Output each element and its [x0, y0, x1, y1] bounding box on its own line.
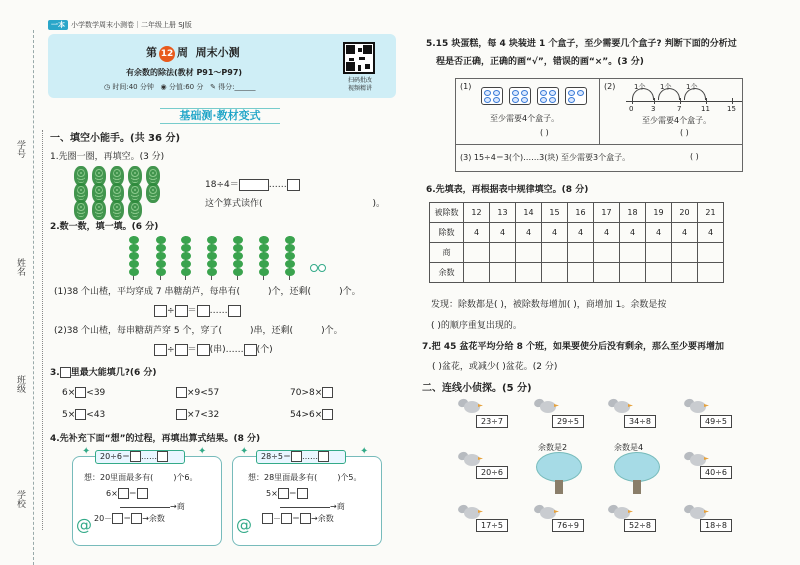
q6-prompt: 6.先填表，再根据表中规律填空。(8 分)	[426, 185, 589, 195]
q2a-equation: ÷ ＝ ……	[154, 303, 241, 317]
part1-title: 一、填空小能手。(共 36 分)	[50, 133, 181, 144]
division-card[interactable]: 29÷5	[552, 415, 584, 428]
answer-box[interactable]	[287, 179, 300, 191]
q7-prompt-2: ( )盆花，或减少( )盆花。(2 分)	[432, 362, 558, 372]
q3-item-text: 5×	[62, 410, 76, 420]
table-cell: 21	[698, 203, 724, 223]
answer-box[interactable]	[228, 305, 241, 317]
answer-box[interactable]	[130, 451, 141, 462]
answer-box[interactable]	[300, 513, 311, 524]
table-cell: 4	[672, 223, 698, 243]
table-cell: 19	[646, 203, 672, 223]
division-card[interactable]: 40÷6	[700, 466, 732, 479]
q3-item-text: ×9<57	[187, 388, 220, 398]
q3-item	[62, 409, 105, 420]
section-band-right: 教材变式	[216, 109, 261, 122]
think-b-l2-text: 5×	[266, 489, 278, 498]
table-cell: 14	[516, 203, 542, 223]
table-cell: 12	[464, 203, 490, 223]
think-a-line3	[120, 501, 185, 512]
star-icon: ✦	[360, 446, 369, 457]
division-card[interactable]: 18÷8	[700, 519, 732, 532]
answer-box[interactable]	[175, 344, 188, 356]
q5-opt1-label: (1)	[460, 82, 472, 91]
table-row	[430, 243, 724, 263]
q1-prompt: 1.先圈一圈，再填空。(3 分)	[50, 152, 165, 162]
table-cell[interactable]	[490, 243, 516, 263]
table-cell: 17	[594, 203, 620, 223]
q3-item-end: <39	[86, 388, 106, 398]
q5-opt1-text: 至少需要4个盒子。	[490, 114, 560, 123]
answer-box[interactable]	[297, 488, 308, 499]
think-a-line4: 20－ ＝ →余数	[94, 514, 165, 523]
table-row	[430, 203, 724, 223]
q2a-text-1: (1)38 个山楂，平均穿成 7 串糖葫芦，每串有(	[54, 287, 241, 297]
table-cell[interactable]	[594, 243, 620, 263]
think-head-b: 28÷5＝ ……	[256, 450, 346, 464]
tanghulu-icon	[180, 236, 192, 280]
q3-item-text: 54>6×	[290, 410, 323, 420]
answer-box[interactable]	[281, 513, 292, 524]
answer-box[interactable]	[75, 387, 86, 398]
quiz-title: 周末小测	[195, 46, 240, 59]
q3-text: 里最大能填几?(6 分)	[70, 368, 157, 378]
nl-label: 7	[677, 105, 682, 113]
star-icon: ✦	[240, 446, 249, 457]
table-cell: 4	[568, 223, 594, 243]
table-cell: 4	[464, 223, 490, 243]
think-b-line1	[248, 472, 362, 483]
answer-box[interactable]	[291, 451, 302, 462]
nl-label: 15	[727, 105, 736, 113]
q2a-text	[54, 284, 361, 297]
page-title	[146, 44, 240, 62]
answer-box[interactable]	[157, 451, 168, 462]
tanghulu-icon	[128, 236, 140, 280]
q6-finding-2: ( )的顺序重复出现的。	[431, 321, 522, 331]
cake-box-icon	[537, 87, 559, 105]
q3-prompt	[50, 365, 157, 378]
table-cell[interactable]	[568, 243, 594, 263]
answer-box[interactable]	[318, 451, 329, 462]
think-a-line1	[84, 472, 198, 483]
answer-box[interactable]	[262, 513, 273, 524]
table-cell[interactable]	[594, 263, 620, 283]
q3-item-text: 70>8×	[290, 388, 323, 398]
q3-number: 3.	[50, 368, 60, 378]
quotient-tag: →商	[330, 502, 345, 511]
think-b-end: )个5。	[337, 473, 362, 482]
q2b-text	[54, 323, 343, 336]
q3-item	[290, 387, 333, 398]
answer-box[interactable]	[322, 409, 333, 420]
think-head-a: 20÷6＝ ……	[95, 450, 185, 464]
spine-label-class: 班级	[15, 375, 25, 393]
nl-group-label: 1个	[660, 83, 672, 91]
cut-line	[42, 130, 43, 530]
tanghulu-icon	[232, 236, 244, 280]
table-cell: 4	[646, 223, 672, 243]
section-band-left: 基础测	[179, 109, 213, 122]
q2a-text-3: )个。	[339, 287, 361, 297]
q5-opt2-answer[interactable]: ( )	[680, 128, 689, 137]
q5-opt1-answer[interactable]: ( )	[540, 128, 549, 137]
table-cell: 15	[542, 203, 568, 223]
table-cell[interactable]	[542, 263, 568, 283]
answer-box[interactable]	[176, 387, 187, 398]
cake-box-icon	[565, 87, 587, 105]
answer-box[interactable]	[118, 488, 129, 499]
spine-label-name: 姓名	[15, 258, 25, 276]
grape-icon	[146, 183, 160, 203]
qr-caption	[339, 77, 381, 93]
think-a-l2-text: 6×	[106, 489, 118, 498]
division-card[interactable]: 52÷8	[624, 519, 656, 532]
tree-trunk	[633, 480, 641, 494]
table-cell[interactable]	[516, 243, 542, 263]
answer-box[interactable]	[131, 513, 142, 524]
q2-prompt: 2.数一数，填一填。(6 分)	[50, 222, 159, 232]
qr-caption-line1: 扫码批改	[347, 77, 372, 84]
division-card[interactable]: 34÷8	[624, 415, 656, 428]
q3-item	[176, 387, 219, 398]
score-got: 得分:	[218, 83, 235, 91]
table-cell[interactable]	[698, 263, 724, 283]
q2a-text-2: )个，还剩(	[268, 287, 312, 297]
answer-box	[60, 367, 71, 378]
think-a-text: 想：20里面最多有(	[84, 473, 154, 482]
loose-hawthorn-icon	[310, 264, 328, 274]
q1-eq-text: 18÷4＝	[205, 180, 239, 190]
think-a-l4-text: 20－	[94, 514, 113, 523]
q2b-unit-2: (个)	[256, 345, 273, 355]
think-b-line3	[280, 501, 345, 512]
quotient-tag: →商	[170, 502, 185, 511]
q6-finding: 发现：除数都是( )，被除数每增加( )，商增加 1。余数是按	[431, 300, 667, 310]
table-cell[interactable]	[542, 243, 568, 263]
grape-icon	[92, 200, 106, 220]
tree-label[interactable]: 余数是2	[538, 443, 568, 452]
nl-tick	[706, 98, 707, 104]
pen-icon: ✎	[210, 83, 216, 91]
table-row	[430, 263, 724, 283]
think-a-line2: 6× ＝	[106, 488, 148, 499]
answer-box[interactable]	[154, 344, 167, 356]
think-b-text: 想：28里面最多有(	[248, 473, 318, 482]
answer-box[interactable]	[176, 409, 187, 420]
q1-read-end: )。	[372, 199, 386, 209]
q3-item	[62, 387, 105, 398]
banner-info: ◷ 时间:40 分钟 ◉ 分值:60 分 ✎ 得分:______	[104, 83, 256, 91]
q2b-text-3: )个。	[321, 326, 343, 336]
table-cell[interactable]	[464, 243, 490, 263]
answer-box[interactable]	[75, 409, 86, 420]
tree-icon	[536, 452, 582, 482]
clock-icon: ◷	[104, 83, 111, 91]
answer-box[interactable]	[112, 513, 123, 524]
nl-group-label: 1个	[686, 83, 698, 91]
table-cell[interactable]	[620, 243, 646, 263]
score-total: 分值:60 分	[168, 83, 204, 91]
q3-item-text: 6×	[62, 388, 76, 398]
table-cell: 13	[490, 203, 516, 223]
row-header: 除数	[430, 223, 464, 243]
q4-prompt: 4.先补充下面“想”的过程，再填出算式结果。(8 分)	[50, 434, 261, 444]
answer-box[interactable]	[175, 305, 188, 317]
divider	[599, 78, 600, 144]
q2b-unit-1: (串)	[209, 345, 226, 355]
table-cell: 18	[620, 203, 646, 223]
q2b-equation: ÷ ＝ (串)…… (个)	[154, 342, 273, 356]
row-header: 余数	[430, 263, 464, 283]
spine-label-school: 学校	[15, 490, 25, 508]
arrow-line	[280, 507, 330, 508]
divider	[455, 144, 743, 145]
q5-opt3-answer[interactable]: ( )	[690, 152, 699, 161]
division-card[interactable]: 76÷9	[552, 519, 584, 532]
nl-tick	[680, 98, 681, 104]
series-tag: 一本	[48, 20, 68, 30]
spiral-icon: @	[236, 515, 252, 534]
answer-box[interactable]	[154, 305, 167, 317]
cake-box-icon	[509, 87, 531, 105]
table-cell[interactable]	[646, 243, 672, 263]
tanghulu-icon	[284, 236, 296, 280]
think-b-line4: － ＝ →余数	[262, 513, 334, 524]
q5-opt3-text: (3) 15÷4＝3(个)……3(块) 至少需要3个盒子。	[460, 153, 631, 162]
week-badge: 12	[159, 46, 175, 62]
table-cell: 20	[672, 203, 698, 223]
week-prefix: 第	[146, 46, 157, 59]
q5-prompt-2: 程是否正确，正确的画“√”，错误的画“×”。(3 分)	[436, 57, 644, 67]
table-cell: 16	[568, 203, 594, 223]
time-limit: 时间:40 分钟	[112, 83, 154, 91]
table-row	[430, 223, 724, 243]
score-icon: ◉	[160, 83, 167, 91]
tree-icon	[614, 452, 660, 482]
answer-box[interactable]	[244, 344, 257, 356]
division-card[interactable]: 20÷6	[476, 466, 508, 479]
qr-code-icon[interactable]	[343, 42, 375, 74]
qr-caption-line2: 视频精讲	[347, 85, 372, 92]
think-b-line2: 5× ＝	[266, 488, 308, 499]
nl-label: 3	[651, 105, 656, 113]
division-card[interactable]: 23÷7	[476, 415, 508, 428]
week-suffix: 周	[177, 46, 188, 59]
think-a-end: )个6。	[173, 473, 198, 482]
nl-tick	[632, 98, 633, 104]
banner-subtitle: 有余数的除法(教材 P91～P97)	[126, 68, 243, 77]
nl-label: 0	[629, 105, 634, 113]
q3-item	[290, 409, 333, 420]
q3-item	[176, 409, 219, 420]
section-band	[160, 108, 280, 124]
star-icon: ✦	[82, 446, 91, 457]
star-icon: ✦	[198, 446, 207, 457]
table-cell: 4	[490, 223, 516, 243]
tree-trunk	[555, 480, 563, 494]
section-band-dot: ·	[212, 109, 217, 122]
table-cell[interactable]	[464, 263, 490, 283]
table-cell: 4	[516, 223, 542, 243]
table-cell[interactable]	[516, 263, 542, 283]
table-cell[interactable]	[672, 243, 698, 263]
grape-icon	[128, 200, 142, 220]
q5-prompt: 5.15 块蛋糕，每 4 块装进 1 个盒子，至少需要几个盒子? 判断下面的分析过	[426, 39, 737, 49]
arrow-line	[120, 507, 170, 508]
row-header: 被除数	[430, 203, 464, 223]
remainder-table	[429, 202, 724, 283]
table-cell[interactable]	[568, 263, 594, 283]
table-cell[interactable]	[490, 263, 516, 283]
q3-item-end: <43	[86, 410, 106, 420]
division-card[interactable]: 17÷5	[476, 519, 508, 532]
cake-box-icon	[481, 87, 503, 105]
row-header: 商	[430, 243, 464, 263]
q2b-text-2: )串，还剩(	[250, 326, 294, 336]
grape-icon	[110, 200, 124, 220]
part2-title: 二、连线小侦探。(5 分)	[422, 383, 532, 394]
remainder-tag: →余数	[142, 514, 165, 523]
table-cell: 4	[594, 223, 620, 243]
q3-item-text: ×7<32	[187, 410, 220, 420]
division-card[interactable]: 49÷5	[700, 415, 732, 428]
answer-box[interactable]	[137, 488, 148, 499]
q1-read-as	[205, 196, 385, 209]
answer-box[interactable]	[197, 344, 210, 356]
answer-box[interactable]	[197, 305, 210, 317]
binding-margin	[0, 30, 34, 565]
tanghulu-icon	[206, 236, 218, 280]
nl-tick	[654, 98, 655, 104]
spine-label-student-no: 学号	[15, 140, 25, 158]
table-cell: 4	[698, 223, 724, 243]
q2b-text-1: (2)38 个山楂，每串糖葫芦穿 5 个，穿了(	[54, 326, 223, 336]
nl-group-label: 1个	[634, 83, 646, 91]
tanghulu-icon	[258, 236, 270, 280]
spiral-icon: @	[76, 515, 92, 534]
q7-prompt: 7.把 45 盆花平均分给 8 个班，如果要使分后没有剩余，那么至少要再增加	[422, 342, 725, 352]
table-cell[interactable]	[646, 263, 672, 283]
q5-opt2-text: 至少需要4个盒子。	[642, 116, 712, 125]
think-head-a-text: 20÷6＝	[100, 452, 130, 461]
table-cell[interactable]	[620, 263, 646, 283]
number-line	[626, 101, 742, 102]
table-cell: 4	[620, 223, 646, 243]
series-header	[48, 20, 192, 30]
table-cell[interactable]	[698, 243, 724, 263]
q1-equation: 18÷4＝ ……	[205, 177, 300, 191]
q5-opt2-label: (2)	[604, 82, 616, 91]
table-cell[interactable]	[672, 263, 698, 283]
answer-box[interactable]	[278, 488, 289, 499]
think-head-b-text: 28÷5＝	[261, 452, 291, 461]
nl-label: 11	[701, 105, 710, 113]
tanghulu-icon	[155, 236, 167, 280]
answer-box[interactable]	[239, 179, 269, 191]
q1-read-text: 这个算式读作(	[205, 199, 263, 209]
series-name: 小学数学周末小测卷｜二年级上册 SJ版	[71, 21, 192, 29]
grape-icon	[74, 200, 88, 220]
table-cell: 4	[542, 223, 568, 243]
nl-tick	[732, 98, 733, 104]
tree-label[interactable]: 余数是4	[614, 443, 644, 452]
remainder-tag: →余数	[311, 514, 334, 523]
answer-box[interactable]	[322, 387, 333, 398]
